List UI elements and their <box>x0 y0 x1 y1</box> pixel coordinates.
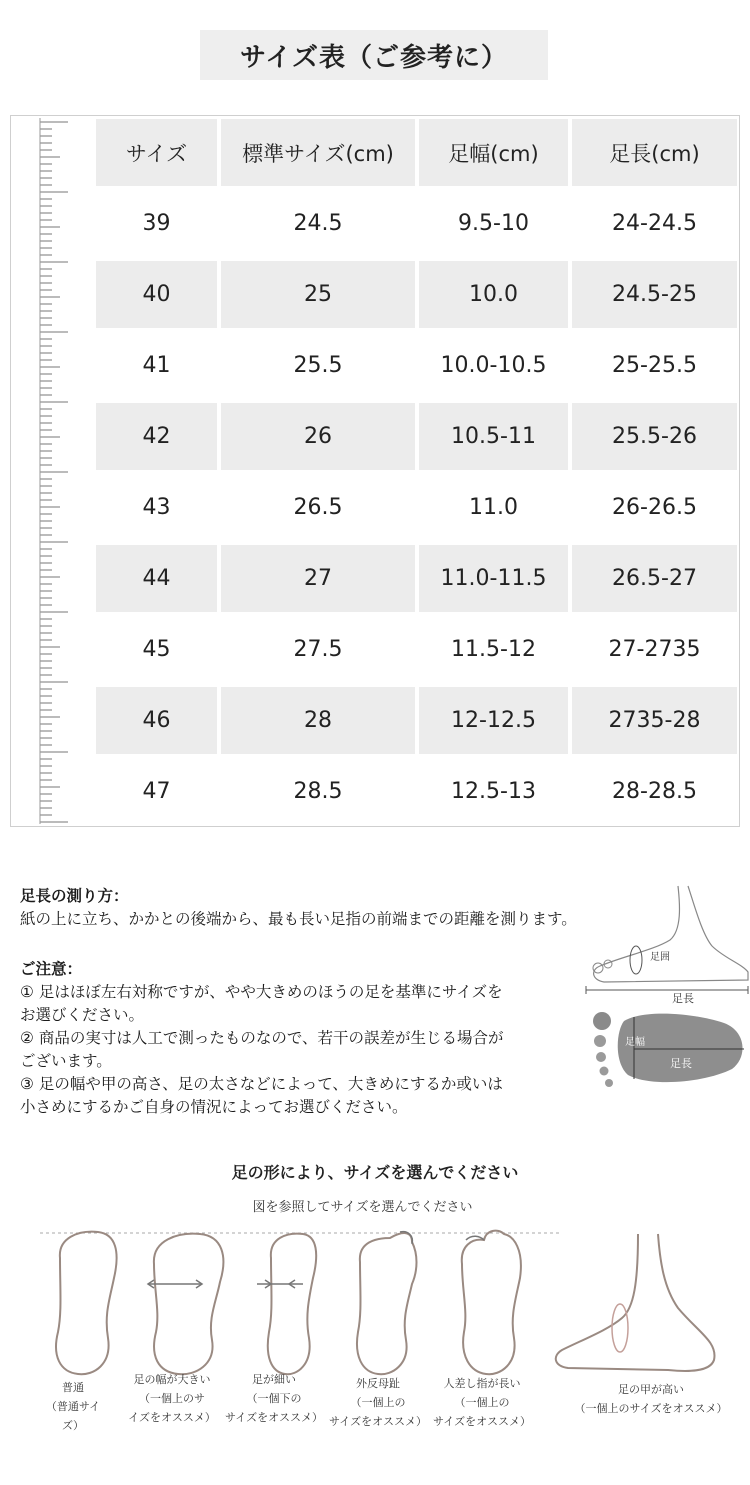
table-row <box>96 474 741 541</box>
foot-wide-icon <box>138 1228 238 1378</box>
foot-shape-title: 足の形により、サイズを選んでください <box>231 1163 519 1182</box>
measure-text: 紙の上に立ち、かかとの後端から、最も長い足指の前端までの距離を測ります。 <box>20 910 577 928</box>
table-cell: 12.5-13 <box>451 779 536 804</box>
foot-side-diagram <box>584 884 750 1004</box>
label-width: 足幅 <box>625 1037 645 1048</box>
foot-label-bunion: 外反母趾 （一個上の サイズをオススメ） <box>328 1377 427 1428</box>
foot-narrow-icon <box>245 1228 345 1378</box>
table-cell: 10.0-10.5 <box>440 353 547 378</box>
table-row <box>96 616 741 683</box>
label-circumference: 足囲 <box>650 952 670 963</box>
note-line: ② 商品の実寸は人工で測ったものなので、若干の誤差が生じる場合が <box>20 1029 504 1047</box>
table-cell: 39 <box>142 211 171 236</box>
table-cell: 47 <box>142 779 171 804</box>
foot-bunion-icon <box>342 1228 442 1378</box>
table-cell: 27 <box>221 545 415 612</box>
table-cell: 28.5 <box>293 779 343 804</box>
table-cell: 11.0-11.5 <box>419 545 568 612</box>
header-standard-size: 標準サイズ(cm) <box>221 119 415 186</box>
table-cell: 26.5-27 <box>572 545 737 612</box>
table-cell: 40 <box>96 261 217 328</box>
note-line: ① 足はほぼ左右対称ですが、やや大きめのほうの足を基準にサイズを <box>20 983 503 1001</box>
table-cell: 45 <box>142 637 171 662</box>
note-line: ③ 足の幅や甲の高さ、足の太さなどによって、大きめにするか或いは <box>20 1075 503 1093</box>
table-row <box>96 261 741 328</box>
header-foot-width: 足幅(cm) <box>419 119 568 186</box>
note-line: 小さめにするかご自身の情況によってお選びください。 <box>20 1098 408 1116</box>
table-cell: 10.5-11 <box>419 403 568 470</box>
table-cell: 25-25.5 <box>612 353 697 378</box>
high-instep-icon <box>548 1232 750 1377</box>
notes-heading: ご注意： <box>20 960 83 978</box>
measure-instructions <box>20 885 577 931</box>
table-cell: 11.0 <box>469 495 518 520</box>
header-size: サイズ <box>96 119 217 186</box>
table-cell: 42 <box>96 403 217 470</box>
foot-label-narrow: 足が細い （一個下の サイズをオススメ） <box>224 1373 323 1424</box>
table-row <box>96 190 741 257</box>
table-cell: 26.5 <box>293 495 343 520</box>
foot-shape-subtitle: 図を参照してサイズを選んでください <box>252 1200 473 1215</box>
table-cell: 43 <box>142 495 171 520</box>
table-cell: 41 <box>142 353 171 378</box>
table-row <box>96 332 741 399</box>
table-row <box>96 758 741 825</box>
table-header-row <box>96 119 741 186</box>
foot-long-second-toe-icon <box>448 1228 548 1378</box>
note-line: ございます。 <box>20 1052 112 1070</box>
table-cell: 25.5-26 <box>572 403 737 470</box>
table-cell: 12-12.5 <box>419 687 568 754</box>
table-cell: 2735-28 <box>572 687 737 754</box>
foot-label-wide: 足の幅が大きい （一個上のサ イズをオススメ） <box>128 1373 216 1424</box>
label-length: 足長 <box>672 992 694 1004</box>
foot-label-high-instep: 足の甲が高い （一個上のサイズをオススメ） <box>574 1383 728 1415</box>
foot-normal-icon <box>38 1228 138 1378</box>
table-cell: 26-26.5 <box>612 495 697 520</box>
table-cell: 11.5-12 <box>451 637 536 662</box>
table-cell: 27.5 <box>293 637 343 662</box>
table-cell: 9.5-10 <box>458 211 529 236</box>
foot-label-normal: 普通 （普通サイズ） <box>45 1381 101 1432</box>
table-row <box>96 403 741 470</box>
note-line: お選びください。 <box>20 1006 145 1024</box>
foot-label-long-toe: 人差し指が長い （一個上の サイズをオススメ） <box>432 1377 531 1428</box>
table-cell: 24.5-25 <box>572 261 737 328</box>
table-row <box>96 687 741 754</box>
table-cell: 26 <box>221 403 415 470</box>
table-cell: 10.0 <box>419 261 568 328</box>
measure-heading: 足長の測り方： <box>20 887 129 905</box>
table-cell: 25.5 <box>293 353 343 378</box>
table-cell: 24.5 <box>293 211 343 236</box>
table-row <box>96 545 741 612</box>
notes-section <box>20 958 580 1119</box>
table-cell: 28-28.5 <box>612 779 697 804</box>
table-cell: 28 <box>221 687 415 754</box>
table-cell: 24-24.5 <box>612 211 697 236</box>
foot-sole-diagram <box>584 1003 750 1093</box>
table-cell: 27-2735 <box>608 637 701 662</box>
ruler-graphic <box>32 118 76 824</box>
table-cell: 44 <box>96 545 217 612</box>
header-foot-length: 足長(cm) <box>572 119 737 186</box>
table-cell: 25 <box>221 261 415 328</box>
label-length-sole: 足長 <box>670 1057 692 1070</box>
table-cell: 46 <box>96 687 217 754</box>
page-title: サイズ表（ご参考に） <box>200 30 548 80</box>
size-table <box>96 119 741 829</box>
